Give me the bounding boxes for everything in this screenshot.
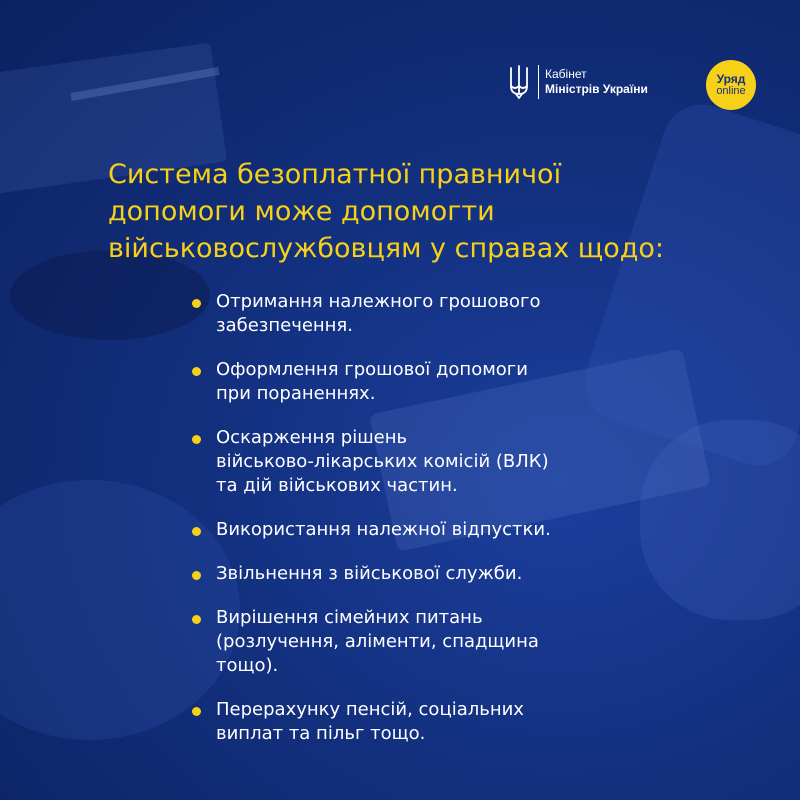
list-item-line: Оформлення грошової допомоги xyxy=(216,359,528,380)
list-item-line: Отримання належного грошового xyxy=(216,291,541,312)
list-item-text xyxy=(216,518,760,542)
cabinet-name-line: Міністрів України xyxy=(545,82,648,96)
list-item-line: Звільнення з військової служби. xyxy=(216,563,523,584)
list-item-line: Оскарження рішень xyxy=(216,427,408,448)
list-item-line: тощо). xyxy=(216,655,279,676)
bullet-dot xyxy=(192,707,201,716)
cabinet-name xyxy=(545,67,648,97)
list-item xyxy=(190,290,760,338)
title-line: допомоги може допомогти xyxy=(108,196,495,227)
list-item xyxy=(190,698,760,746)
list-item xyxy=(190,606,760,678)
list-item-text xyxy=(216,426,760,498)
list-item-text xyxy=(216,290,760,338)
bullet-dot xyxy=(192,571,201,580)
title-line: Система безоплатної правничої xyxy=(108,159,562,190)
bullet-dot xyxy=(192,527,201,536)
list-item-line: (розлучення, аліменти, спадщина xyxy=(216,631,539,652)
assistance-list xyxy=(190,290,760,766)
list-item-line: Використання належної відпустки. xyxy=(216,519,551,540)
list-item xyxy=(190,358,760,406)
list-item-line: виплат та пільг тощо. xyxy=(216,723,426,744)
list-item xyxy=(190,562,760,586)
bullet-dot xyxy=(192,299,201,308)
list-item-line: забезпечення. xyxy=(216,315,353,336)
logo-divider xyxy=(538,65,539,99)
badge-line: Уряд xyxy=(716,71,746,86)
list-item-line: військово-лікарських комісій (ВЛК) xyxy=(216,451,549,472)
list-item-line: Перерахунку пенсій, соціальних xyxy=(216,699,524,720)
bullet-dot xyxy=(192,435,201,444)
list-item-text xyxy=(216,562,760,586)
bullet-dot xyxy=(192,615,201,624)
badge-line: online xyxy=(716,84,746,97)
list-item-line: та дій військових частин. xyxy=(216,475,458,496)
cabinet-name-line: Кабінет xyxy=(545,67,587,81)
list-item-text xyxy=(216,698,760,746)
list-item xyxy=(190,426,760,498)
list-item-line: при пораненнях. xyxy=(216,383,376,404)
title-line: військовослужбовцям у справах щодо: xyxy=(108,233,665,264)
page-title xyxy=(108,156,768,267)
cabinet-logo xyxy=(508,62,648,102)
bullet-dot xyxy=(192,367,201,376)
list-item-line: Вирішення сімейних питань xyxy=(216,607,483,628)
uryad-online-badge xyxy=(706,60,756,110)
list-item-text xyxy=(216,606,760,678)
trident-icon xyxy=(508,64,530,100)
list-item-text xyxy=(216,358,760,406)
list-item xyxy=(190,518,760,542)
